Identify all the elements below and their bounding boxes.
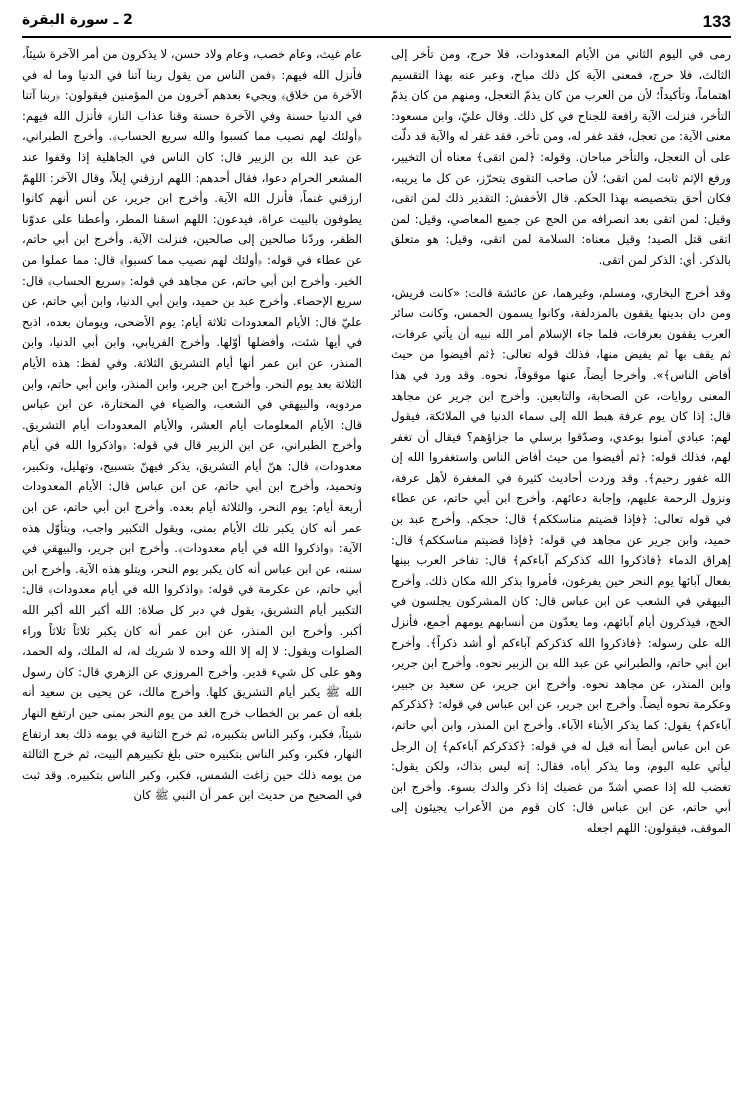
right-column [391, 44, 731, 1096]
text-columns [22, 44, 731, 1097]
page-number: 133 [702, 12, 731, 31]
page-header [22, 10, 731, 38]
paragraph: رمى في اليوم الثاني من الأيام المعدودات، فلا حرج، ومن تأخر إلى الثالث، فلا حرج، فمعنى الآية كل ذلك مباح، وعبر عنه بهذا التقسيم اهتماماً، وتأكيداً؛ لأن من العرب من كان يذمّ التعجل، ومنهم من كان يذمّ التأخر، فنزلت الآية رافعة للجناح في كل ذلك. وقال عليّ، وابن مسعود: معنى الآية: من تعجل، فقد غفر له، ومن تأخر، فقد غفر له والآية قد دلّت على أن التعجل، والتأخر مباحان. وقوله: ﴿لمن اتقى﴾ معناه أن التخيير، ورفع الإثم ثابت لمن اتقى؛ لأن صاحب التقوى يتحرّز، عن كل ما يريبه، فكان أحق بتخصيصه بهذا الحكم. قال الأخفش: التقدير ذلك لمن اتقى، وقيل: لمن اتقى بعد انصرافه من الحج عن جميع المعاصي، وقيل: لمن اتقى قتل الصيد؛ وقيل معناه: السلامة لمن اتقى، وقيل: هو متعلق بالذكر. أي: الذكر لمن اتقى. [391, 47, 731, 267]
left-column [22, 44, 362, 1096]
running-head: 2 ـ سورة البقرة [22, 12, 133, 28]
paragraph: وقد أخرج البخاري، ومسلم، وغيرهما، عن عائشة قالت: «كانت قريش، ومن دان بدينها يقفون بالمزدلفة، وكانوا يسمون الحمس، وكانت سائر العرب يقفون بعرفات، فلما جاء الإسلام أمر الله نبيه أن يأتي عرفات، ثم يقف بها ثم يفيض منها، فذلك قوله تعالى: ﴿ثم أفيضوا من حيث أفاض الناس﴾». وأخرجا أيضاً، عنها موقوفاً، نحوه. وقد ورد في هذا المعنى روايات، عن الصحابة، والتابعين. وأخرج ابن جرير عن مجاهد قال: إذا كان يوم عرفة هبط الله إلى سماء الدنيا في الملائكة، فيقول لهم: عبادي آمنوا بوعدي، وصدّقوا برسلي ما جزاؤهم؟ فيقال أن تغفر لهم، فذلك قوله: ﴿ثم أفيضوا من حيث أفاض الناس واستغفروا الله إن الله غفور رحيم﴾. وقد وردت أحاديث كثيرة في المغفرة لأهل عرفة، ونزول الرحمة عليهم، وإجابة دعائهم. وأخرج ابن أبي حاتم، عن عطاء في قوله تعالى: ﴿فإذا قضيتم مناسككم﴾ قال: حجكم. وأخرج عبد بن حميد، وابن جرير عن مجاهد في قوله: ﴿فإذا قضيتم مناسككم﴾ قال: إهراق الدماء ﴿فاذكروا الله كذكركم آباءكم﴾ قال: تفاخر العرب بينها بفعال آبائها يوم النحر حين يفرغون، فأمروا بذكر الله مكان ذلك. وأخرج البيهقي في الشعب عن ابن عباس قال: كان المشركون يجلسون في الحج، فيذكرون أيام آبائهم، وما يعدّون من أنسابهم يومهم أجمع، فأنزل الله على رسوله: ﴿فاذكروا الله كذكركم آباءكم أو أشد ذكراً﴾. وأخرج ابن أبي حاتم، والطبراني عن عبد الله بن الزبير نحوه. وأخرج ابن جرير، وابن المنذر، عن مجاهد نحوه. وأخرج ابن جرير، عن سعيد بن جبير، وعكرمة نحوه أيضاً. وأخرج ابن جرير، عن ابن عباس في قوله: ﴿كذكركم آباءكم﴾ يقول: كما يذكر الأبناء الآباء. وأخرج ابن المنذر، وابن أبي حاتم، عن ابن عباس أيضاً أنه قيل له في قوله: ﴿كذكركم آباءكم﴾ إن الرجل ليأتي عليه اليوم، وما يذكر أباه، فقال: إنه ليس بذاك، ولكن يقول: تغضب لله إذا عصي أشدّ من غضبك إذا ذكر والدك بسوء. وأخرج ابن أبي حاتم، عن ابن عباس قال: كان قوم من الأعراب يجيئون إلى الموقف، فيقولون: اللهم اجعله [391, 285, 731, 835]
paragraph: عام غيث، وعام خصب، وعام ولاد حسن، لا يذكرون من أمر الآخرة شيئاً، فأنزل الله فيهم: ﴿فمن الناس من يقول ربنا آتنا في الدنيا وما له في الآخرة من خلاق﴾ ويجيء بعدهم آخرون من المؤمنين فيقولون: ﴿ربنا آتنا في الدنيا حسنة وفي الآخرة حسنة وقنا عذاب النار﴾ فأنزل الله فيهم: ﴿أولئك لهم نصيب مما كسبوا والله سريع الحساب﴾. وأخرج الطبراني، عن عبد الله بن الزبير قال: كان الناس في الجاهلية إذا وقفوا عند المشعر الحرام دعوا، فقال أحدهم: اللهم ارزقني إبلاً، وقال الآخر: اللهمّ ارزقني غنماً، فأنزل الله الآية. وأخرج ابن جرير، عن أنس أنهم كانوا يطوفون بالبيت عراة، فيدعون: اللهم اسقنا المطر، وأعطنا على عدوّنا الظفر، وردّنا صالحين إلى صالحين، فنزلت الآية. وأخرج ابن أبي حاتم، عن عطاء في قوله: ﴿أولئك لهم نصيب مما كسبوا﴾ قال: مما عملوا من الخير. وأخرج ابن أبي حاتم، عن مجاهد في قوله: ﴿سريع الحساب﴾ قال: سريع الإحصاء. وأخرج عبد بن حميد، وابن أبي الدنيا، وابن أبي حاتم، عن عليّ قال: الأيام المعدودات ثلاثة أيام: يوم الأضحى، ويومان بعده، اذبح في أيها شئت، وأفضلها أوّلها. وأخرج الفريابي، وابن أبي الدنيا، وابن المنذر، عن ابن عمر أنها أيام التشريق الثلاثة. وفي لفظ: هذه الأيام الثلاثة بعد يوم النحر. وأخرج ابن جرير، وابن المنذر، وابن أبي حاتم، وابن مردويه، والبيهقي في الشعب، والضياء في المختارة، عن ابن عباس قال: الأيام المعلومات أيام العشر، والأيام المعدودات أيام التشريق. وأخرج الطبراني، عن ابن الزبير قال في قوله: ﴿واذكروا الله في أيام معدودات﴾ قال: هنّ أيام التشريق، يذكر فيهنّ بتسبيح، وتهليل، وتكبير، وتحميد، وأخرج ابن أبي حاتم، عن ابن عباس قال: الأيام المعدودات أربعة أيام: يوم النحر، والثلاثة أيام بعده. وأخرج ابن أبي حاتم، عن ابن عمر أنه كان يكبر تلك الأيام بمنى، ويقول التكبير واجب، ويتأوّل هذه الآية: ﴿واذكروا الله في أيام معدودات﴾. وأخرج ابن جرير، والبيهقي في سننه، عن ابن عباس أنه كان يكبر يوم النحر، ويتلو هذه الآية. وأخرج ابن أبي حاتم، عن عكرمة في قوله: ﴿واذكروا الله في أيام معدودات﴾ قال: التكبير أيام التشريق، يقول في دبر كل صلاة: الله أكبر الله أكبر الله أكبر. وأخرج ابن المنذر، عن ابن عمر أنه كان يكبر ثلاثاً ثلاثاً وراء الصلوات ويقول: لا إله إلا الله وحده لا شريك له، له الملك، وله الحمد، وهو على كل شيء قدير. وأخرج المروزي عن الزهري قال: كان رسول الله ﷺ يكبر أيام التشريق كلها. وأخرج مالك، عن يحيى بن سعيد أنه بلغه أن عمر بن الخطاب خرج الغد من يوم النحر بمنى حين ارتفع النهار شيئاً، فكبر، وكبر الناس بتكبيره، ثم خرج الثانية في يومه ذلك بعد ارتفاع النهار، فكبر، وكبر الناس بتكبيره حتى بلغ تكبيرهم البيت، ثم خرج الثالثة من يومه ذلك حين زاغت الشمس، فكبر، وكبر الناس بتكبيره. وقد ثبت في الصحيح من حديث ابن عمر أن النبي ﷺ كان [22, 47, 362, 803]
